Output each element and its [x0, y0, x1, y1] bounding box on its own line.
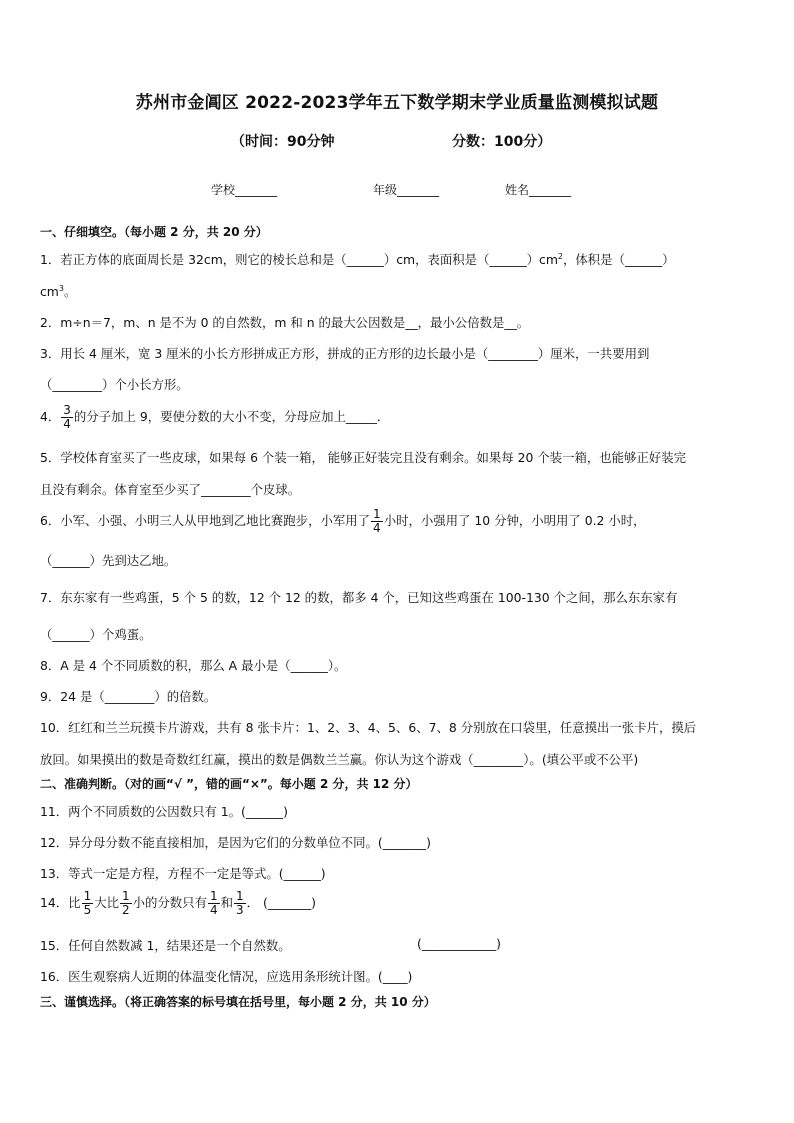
school-field: 学校_______	[211, 183, 278, 197]
exam-score: 分数：100分）	[452, 134, 552, 150]
question-15: 15．任何自然数减 1，结果还是一个自然数。	[40, 938, 291, 953]
question-5-cont: 且没有剩余。体育室至少买了________个皮球。	[40, 482, 301, 497]
question-14: 14．比 $\frac{1}{5}$ 大比 $\frac{1}{2}$ 小的分数只有 $\frac{1}{4}$ 和 $\frac{1}{3}$ ． (_______)	[40, 889, 317, 917]
fraction: $\frac{1}{2}$	[121, 889, 130, 917]
question-6-cont: （______）先到达乙地。	[40, 553, 177, 568]
question-7: 7．东东家有一些鸡蛋，5 个 5 的数，12 个 12 的数，都多 4 个，已知这些鸡蛋在 100-130 个之间，那么东东家有	[40, 590, 678, 605]
section-heading: 二、准确判断。（对的画“√ ”，错的画“×”。每小题 2 分，共 12 分）	[40, 777, 418, 791]
fraction: $\frac{1}{4}$	[209, 889, 218, 917]
exam-time: （时间：90分钟	[231, 134, 335, 150]
fraction: $\frac{1}{5}$	[83, 889, 92, 917]
section-heading: 一、仔细填空。（每小题 2 分，共 20 分）	[40, 225, 268, 239]
question-2: 2．m÷n＝7，m、n 是不为 0 的自然数，m 和 n 的最大公因数是__，最小公倍数是__。	[40, 315, 530, 330]
question-6: 6．小军、小强、小明三人从甲地到乙地比赛跑步，小军用了 $\frac{1}{4}$ 小时，小强用了 10 分钟，小明用了 0.2 小时，	[40, 507, 646, 535]
question-5: 5．学校体育室买了一些皮球，如果每 6 个装一箱， 能够正好装完且没有剩余。如果每 20 个装一箱，也能够正好装完	[40, 450, 686, 465]
page-title: 苏州市金阊区 2022-2023学年五下数学期末学业质量监测模拟试题	[135, 93, 659, 113]
question-11: 11．两个不同质数的公因数只有 1。(______)	[40, 804, 288, 819]
section-heading: 三、谨慎选择。（将正确答案的标号填在括号里，每小题 2 分，共 10 分）	[40, 995, 436, 1009]
fraction: $\frac{3}{4}$	[63, 403, 71, 431]
question-16: 16．医生观察病人近期的体温变化情况，应选用条形统计图。(____)	[40, 969, 413, 984]
question-4: 4． $\frac{3}{4}$ 的分子加上 9，要使分数的大小不变，分母应加上_____．	[40, 403, 390, 431]
question-15-answer-blank: (____________)	[417, 936, 502, 951]
question-10-cont: 放回。如果摸出的数是奇数红红赢，摸出的数是偶数兰兰赢。你认为这个游戏（________）。(填公平或不公平)	[40, 752, 639, 767]
question-9: 9．24 是（________）的倍数。	[40, 689, 217, 704]
question-13: 13．等式一定是方程，方程不一定是等式。(______)	[40, 866, 326, 881]
name-field: 姓名_______	[505, 183, 572, 197]
fraction: $\frac{1}{3}$	[236, 889, 244, 917]
question-3: 3．用长 4 厘米，宽 3 厘米的小长方形拼成正方形，拼成的正方形的边长最小是（________）厘米，一共要用到	[40, 346, 650, 361]
question-12: 12．异分母分数不能直接相加，是因为它们的分数单位不同。(_______)	[40, 835, 431, 850]
question-7-cont: （______）个鸡蛋。	[40, 627, 152, 642]
question-1-cont: $cm^3$。	[40, 283, 77, 299]
question-10: 10．红红和兰兰玩摸卡片游戏，共有 8 张卡片：1、2、3、4、5、6、7、8 分别放在口袋里，任意摸出一张卡片，摸后	[40, 720, 697, 735]
question-8: 8．A 是 4 个不同质数的积，那么 A 最小是（______）。	[40, 658, 347, 673]
fraction: $\frac{1}{4}$	[373, 507, 381, 535]
grade-field: 年级_______	[373, 183, 440, 197]
question-1: 1．若正方体的底面周长是 32cm，则它的棱长总和是（______）cm，表面积是$(\_\_\_\_\_\_)cm^2$，体积是（______）	[40, 251, 675, 267]
question-3-cont: （________）个小长方形。	[40, 377, 189, 392]
